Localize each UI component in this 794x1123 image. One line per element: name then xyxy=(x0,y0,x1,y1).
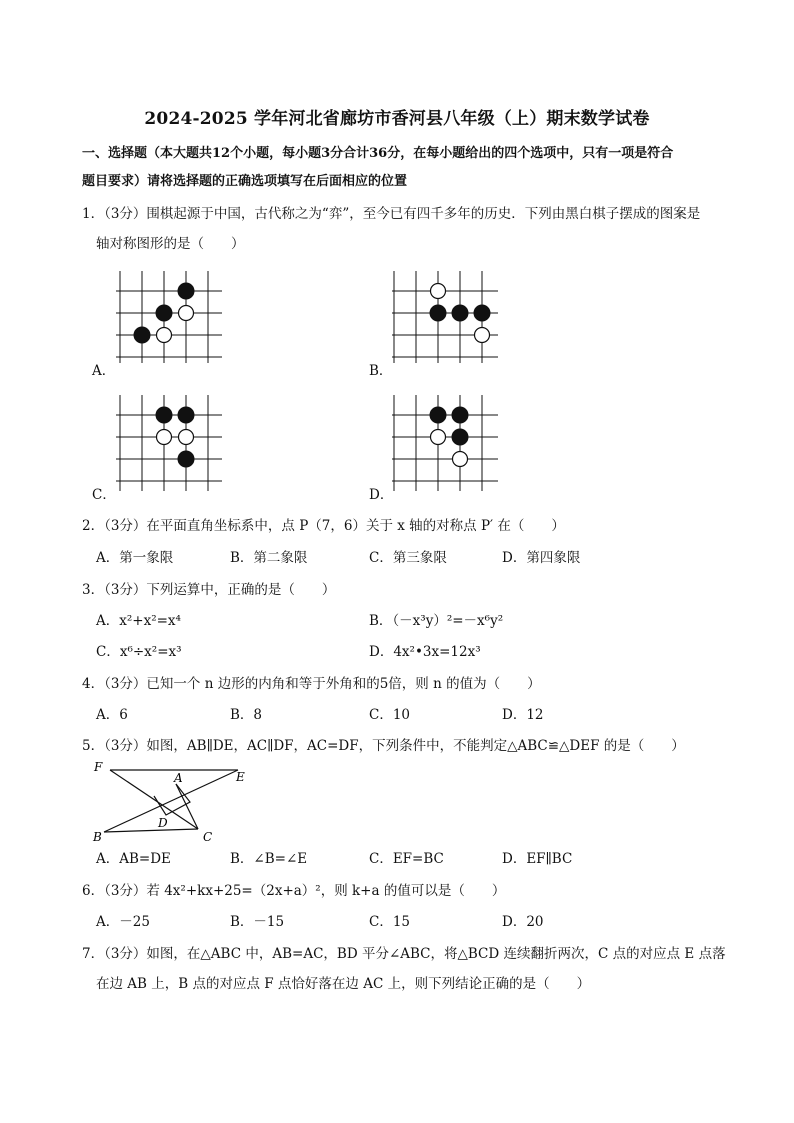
black-stone xyxy=(452,429,468,445)
q1-figure-a xyxy=(114,266,226,368)
white-stone xyxy=(431,284,446,299)
white-stone xyxy=(431,430,446,445)
q7-stem-line2: 在边 AB 上，B 点的对应点 F 点恰好落在边 AC 上，则下列结论正确的是（ ） xyxy=(96,976,591,992)
black-stone xyxy=(134,327,150,343)
point-label-d: D xyxy=(158,816,168,830)
q6-option-c: C．15 xyxy=(369,914,411,930)
black-stone xyxy=(430,305,446,321)
q2-option-b: B．第二象限 xyxy=(230,550,308,566)
q7-stem-line1: 7．（3分）如图，在△ABC 中，AB=AC，BD 平分∠ABC，将△BCD 连续翻折两次，C 点的对应点 E 点落 xyxy=(82,946,726,962)
black-stone xyxy=(452,407,468,423)
q2-option-a: A．第一象限 xyxy=(96,550,174,566)
point-label-b: B xyxy=(93,830,102,844)
section-heading-line1: 一、选择题（本大题共12个小题，每小题3分合计36分，在每小题给出的四个选项中，只有一项是符合 xyxy=(82,146,674,161)
white-stone xyxy=(179,306,194,321)
q3-option-d: D．4x²•3x=12x³ xyxy=(369,644,481,660)
q3-option-a: A．x²+x²=x⁴ xyxy=(96,613,181,629)
q3-option-b: B．（－x³y）²=－x⁶y² xyxy=(369,613,504,629)
q4-option-b: B．8 xyxy=(230,707,263,723)
point-label-f: F xyxy=(94,760,103,774)
q4-stem: 4．（3分）已知一个 n 边形的内角和等于外角和的5倍，则 n 的值为（ ） xyxy=(82,676,541,692)
q4-option-c: C．10 xyxy=(369,707,411,723)
black-stone xyxy=(474,305,490,321)
q1-option-a-label: A． xyxy=(92,363,116,379)
q4-option-a: A．6 xyxy=(96,707,128,723)
white-stone xyxy=(157,430,172,445)
page-title: 2024-2025 学年河北省廊坊市香河县八年级（上）期末数学试卷 xyxy=(144,109,650,129)
section-heading-line2: 题目要求）请将选择题的正确选项填写在后面相应的位置 xyxy=(82,174,408,189)
q6-stem: 6．（3分）若 4x²+kx+25=（2x+a）²，则 k+a 的值可以是（ ） xyxy=(82,883,506,899)
black-stone xyxy=(430,407,446,423)
q1-figure-d xyxy=(390,392,502,494)
white-stone xyxy=(475,328,490,343)
q4-option-d: D．12 xyxy=(502,707,544,723)
q5-geometry-lines xyxy=(104,770,238,832)
q1-option-b-label: B． xyxy=(369,363,393,379)
go-grid-lines xyxy=(392,395,498,491)
black-stone xyxy=(178,283,194,299)
black-stone xyxy=(452,305,468,321)
q1-figure-b xyxy=(390,266,502,368)
black-stone xyxy=(178,451,194,467)
black-stone xyxy=(156,305,172,321)
q3-option-c: C．x⁶÷x²=x³ xyxy=(96,644,182,660)
q3-stem: 3．（3分）下列运算中，正确的是（ ） xyxy=(82,582,336,598)
q5-figure xyxy=(88,758,254,844)
q6-option-d: D．20 xyxy=(502,914,544,930)
black-stone xyxy=(156,407,172,423)
q2-stem: 2．（3分）在平面直角坐标系中，点 P（7，6）关于 x 轴的对称点 P′ 在（ ） xyxy=(82,518,565,534)
q5-option-d: D．EF∥BC xyxy=(502,851,573,867)
point-label-e: E xyxy=(236,770,245,784)
q2-option-c: C．第三象限 xyxy=(369,550,447,566)
q5-option-b: B．∠B=∠E xyxy=(230,851,308,867)
q6-option-b: B．－15 xyxy=(230,914,285,930)
black-stone xyxy=(178,407,194,423)
point-label-a: A xyxy=(174,771,183,785)
q1-option-d-label: D． xyxy=(369,487,394,503)
q1-figure-c xyxy=(114,392,226,494)
q5-option-a: A．AB=DE xyxy=(96,851,171,867)
point-label-c: C xyxy=(203,830,213,844)
q5-option-c: C．EF=BC xyxy=(369,851,444,867)
white-stone xyxy=(157,328,172,343)
q1-stem-line1: 1．（3分）围棋起源于中国，古代称之为“弈”，至今已有四千多年的历史．下列由黑白棋子摆成的图案是 xyxy=(82,206,701,222)
white-stone xyxy=(453,452,468,467)
q5-stem: 5．（3分）如图，AB∥DE，AC∥DF，AC=DF，下列条件中，不能判定△ABC≌△DEF 的是（ ） xyxy=(82,738,685,754)
q2-option-d: D．第四象限 xyxy=(502,550,581,566)
section-heading xyxy=(82,140,722,196)
white-stone xyxy=(179,430,194,445)
q1-stem-line2: 轴对称图形的是（ ） xyxy=(96,236,245,252)
q6-option-a: A．－25 xyxy=(96,914,150,930)
q1-option-c-label: C． xyxy=(92,487,116,503)
